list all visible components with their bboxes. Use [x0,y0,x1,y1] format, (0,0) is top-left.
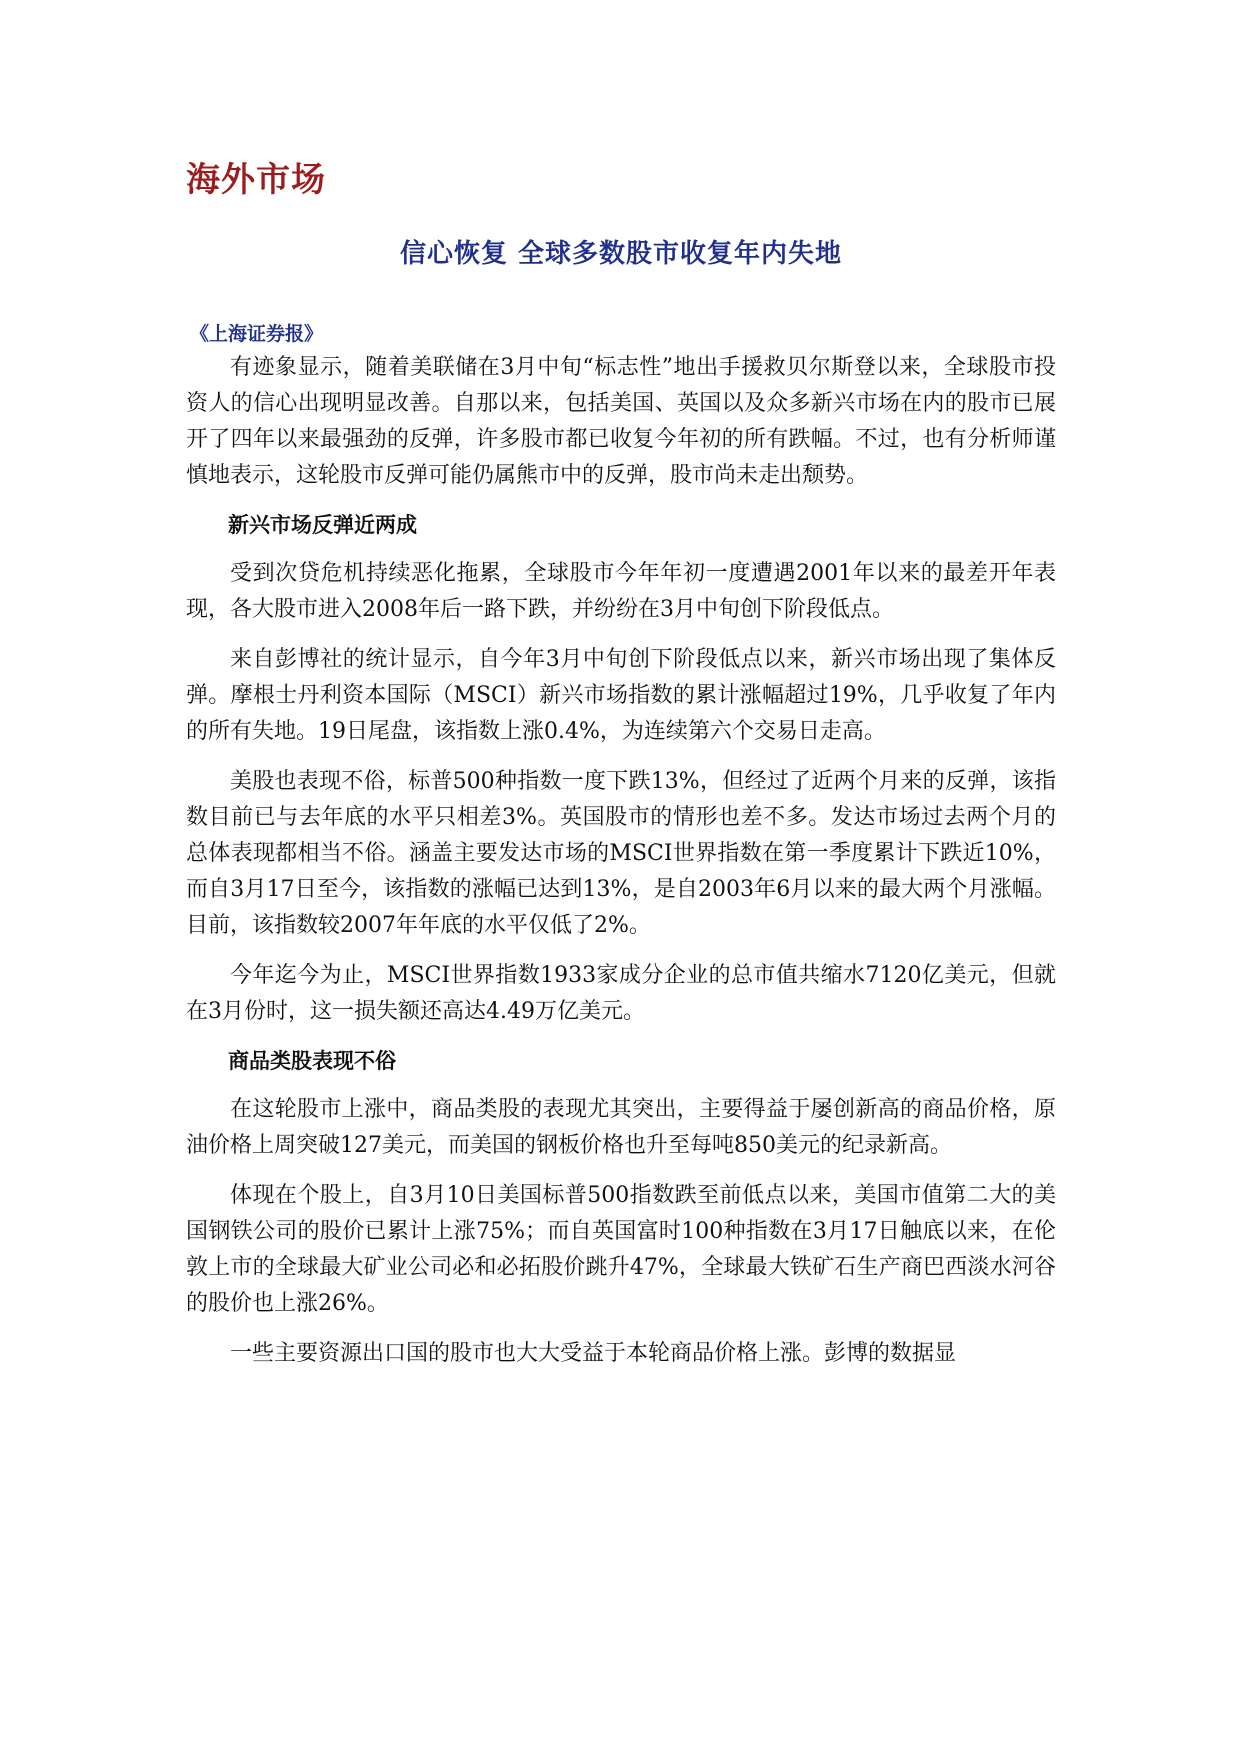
source-label: 《上海证券报》 [190,323,324,345]
article-title: 信心恢复 全球多数股市收复年内失地 [399,239,843,269]
paragraph: 在这轮股市上涨中，商品类股的表现尤其突出，主要得益于屡创新高的商品价格，原油价格上周突破127美元，而美国的钢板价格也升至每吨850美元的纪录新高。 [186,1097,1056,1158]
paragraph: 受到次贷危机持续恶化拖累，全球股市今年年初一度遭遇2001年以来的最差开年表现，各大股市进入2008年后一路下跌，并纷纷在3月中旬创下阶段低点。 [186,561,1056,622]
subheading-commodity-stocks: 商品类股表现不俗 [228,1048,396,1073]
article-body [186,350,1056,1386]
paragraph: 体现在个股上，自3月10日美国标普500指数跌至前低点以来，美国市值第二大的美国钢铁公司的股价已累计上涨75%；而自英国富时100种指数在3月17日触底以来，在伦敦上市的全球最大矿业公司必和必拓股价跳升47%，全球最大铁矿石生产商巴西淡水河谷的股价也上涨26%。 [186,1183,1056,1316]
paragraph: 今年迄今为止，MSCI世界指数1933家成分企业的总市值共缩水7120亿美元，但就在3月份时，这一损失额还高达4.49万亿美元。 [186,963,1056,1024]
paragraph-intro: 有迹象显示，随着美联储在3月中旬“标志性”地出手援救贝尔斯登以来，全球股市投资人的信心出现明显改善。自那以来，包括美国、英国以及众多新兴市场在内的股市已展开了四年以来最强劲的反弹，许多股市都已收复今年初的所有跌幅。不过，也有分析师谨慎地表示，这轮股市反弹可能仍属熊市中的反弹，股市尚未走出颓势。 [186,355,1056,488]
paragraph: 一些主要资源出口国的股市也大大受益于本轮商品价格上涨。彭博的数据显 [230,1341,957,1366]
paragraph: 美股也表现不俗，标普500种指数一度下跌13%，但经过了近两个月来的反弹，该指数目前已与去年底的水平只相差3%。英国股市的情形也差不多。发达市场过去两个月的总体表现都相当不俗。涵盖主要发达市场的MSCI世界指数在第一季度累计下跌近10%，而自3月17日至今，该指数的涨幅已达到13%，是自2003年6月以来的最大两个月涨幅。目前，该指数较2007年年底的水平仅低了2%。 [186,769,1056,938]
subheading-emerging-markets: 新兴市场反弹近两成 [228,512,417,537]
paragraph: 来自彭博社的统计显示，自今年3月中旬创下阶段低点以来，新兴市场出现了集体反弹。摩根士丹利资本国际（MSCI）新兴市场指数的累计涨幅超过19%，几乎收复了年内的所有失地。19日尾盘，该指数上涨0.4%，为连续第六个交易日走高。 [186,647,1056,744]
section-title: 海外市场 [186,160,326,200]
